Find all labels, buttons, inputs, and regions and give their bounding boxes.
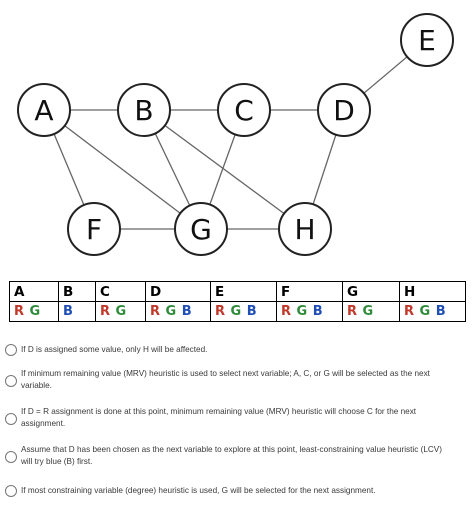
node-label: G xyxy=(190,213,212,246)
node-f xyxy=(68,203,120,255)
domain-value: B xyxy=(246,304,258,319)
node-d xyxy=(318,84,370,136)
domain-value: R xyxy=(404,304,415,319)
domain-cell xyxy=(96,302,146,322)
domain-value: R xyxy=(150,304,161,319)
radio-button[interactable] xyxy=(5,375,17,387)
node-label: A xyxy=(34,94,54,127)
variable-header: H xyxy=(400,282,466,302)
domain-value: G xyxy=(296,304,308,319)
answer-option[interactable] xyxy=(0,405,474,433)
domain-value: B xyxy=(181,304,193,319)
answer-option[interactable] xyxy=(0,481,474,501)
domain-value: G xyxy=(362,304,374,319)
domain-value: B xyxy=(435,304,447,319)
node-label: D xyxy=(333,94,355,127)
domain-cell xyxy=(400,302,466,322)
answer-option[interactable] xyxy=(0,443,474,471)
domain-value: G xyxy=(165,304,177,319)
edge-a-g xyxy=(44,110,201,229)
domain-value: B xyxy=(63,304,74,319)
node-label: B xyxy=(134,94,154,127)
domain-value: R xyxy=(215,304,226,319)
variable-header: B xyxy=(59,282,96,302)
option-text: If most constraining variable (degree) heuristic is used, G will be selected for the next assignment. xyxy=(21,486,376,495)
node-label: E xyxy=(418,24,436,57)
domain-cell xyxy=(146,302,211,322)
domain-value: R xyxy=(347,304,358,319)
radio-button[interactable] xyxy=(5,413,17,425)
domain-cell xyxy=(277,302,343,322)
domain-value: R xyxy=(14,304,25,319)
node-a xyxy=(18,84,70,136)
domain-value: G xyxy=(29,304,41,319)
domain-value: G xyxy=(115,304,127,319)
variable-header: G xyxy=(343,282,400,302)
domain-value: R xyxy=(100,304,111,319)
node-e xyxy=(401,14,453,66)
domain-value: R xyxy=(281,304,292,319)
answer-option[interactable] xyxy=(0,340,474,360)
domain-cell xyxy=(59,302,96,322)
domain-cell xyxy=(343,302,400,322)
option-text: Assume that D has been chosen as the next variable to explore at this point, least-constraining value heuristic (LCV) will try blue (B) first. xyxy=(21,445,442,466)
node-b xyxy=(118,84,170,136)
domain-value: B xyxy=(312,304,324,319)
domain-table-header-row xyxy=(10,282,466,302)
variable-header: E xyxy=(211,282,277,302)
variable-header: D xyxy=(146,282,211,302)
radio-button[interactable] xyxy=(5,344,17,356)
node-label: C xyxy=(234,94,254,127)
variable-header: A xyxy=(10,282,59,302)
domain-cell xyxy=(10,302,59,322)
node-label: H xyxy=(294,213,316,246)
answer-option[interactable] xyxy=(0,367,474,395)
node-g xyxy=(175,203,227,255)
radio-button[interactable] xyxy=(5,451,17,463)
option-text: If minimum remaining value (MRV) heuristic is used to select next variable; A, C, or G will be selected as the next variable. xyxy=(21,369,430,390)
domain-value: G xyxy=(230,304,242,319)
option-text: If D is assigned some value, only H will be affected. xyxy=(21,345,208,354)
domain-table xyxy=(9,281,466,322)
node-c xyxy=(218,84,270,136)
domain-values-row xyxy=(10,302,466,322)
option-text: If D = R assignment is done at this point, minimum remaining value (MRV) heuristic will choose C for the next assignment. xyxy=(21,407,417,428)
domain-cell xyxy=(211,302,277,322)
domain-value: G xyxy=(419,304,431,319)
radio-button[interactable] xyxy=(5,485,17,497)
variable-header: F xyxy=(277,282,343,302)
node-label: F xyxy=(85,213,103,246)
node-h xyxy=(279,203,331,255)
variable-header: C xyxy=(96,282,146,302)
